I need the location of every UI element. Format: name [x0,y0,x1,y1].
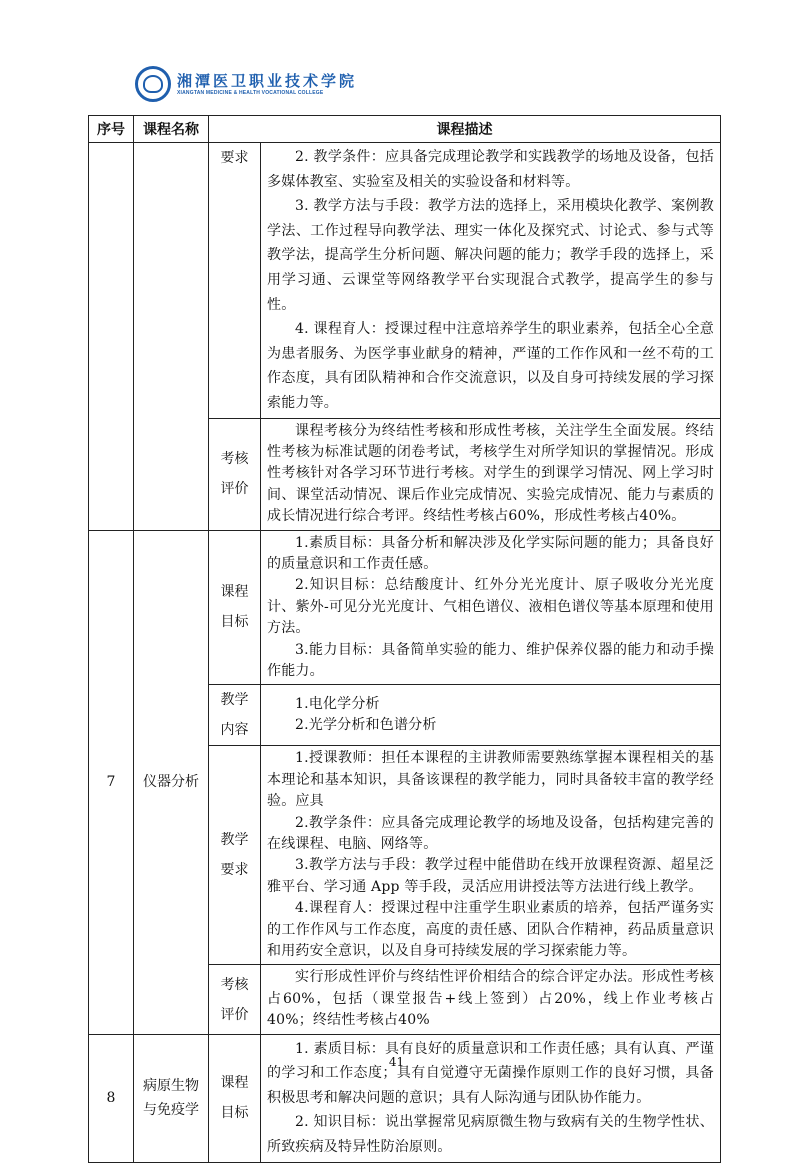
section-description [261,418,721,530]
course-name: 仪器分析 [134,530,209,1034]
course-number [89,143,134,531]
logo-chinese-name: 湘潭医卫职业技术学院 [177,71,358,90]
description-paragraph: 4. 课程育人：授课过程中注意培养学生的职业素养，包括全心全意为患者服务、为医学事业献身的精神，严谨的工作作风和一丝不苟的工作态度，具有团队精神和合作交流意识，以及自身可持续发展的学习探索能力等。 [267,321,714,411]
course-number: 8 [89,1034,134,1162]
description-paragraph: 3.教学方法与手段：教学过程中能借助在线开放课程资源、超星泛雅平台、学习通 App 等手段，灵活应用讲授法等方法进行线上教学。 [267,857,714,895]
description-paragraph: 3. 教学方法与手段：教学方法的选择上，采用模块化教学、案例教学法、工作过程导向教学法、理实一体化及探究式、讨论式、参与式等教学法，提高学生分析问题、解决问题的能力；教学手段的选择上，采用学习通、云课堂等网络教学平台实现混合式教学，提高学生的参与性。 [267,198,714,313]
section-label: 课程目标 [209,530,261,685]
description-paragraph: 课程考核分为终结性考核和形成性考核，关注学生全面发展。终结性考核为标准试题的闭卷考试，考核学生对所学知识的掌握情况。形成性考核针对各学习环节进行考核。对学生的到课学习情况、网上学习时间、课堂活动情况、课后作业完成情况、实验完成情况、能力与素质的成长情况进行综合考评。终结性考核占60%，形成性考核占40%。 [267,422,714,525]
course-table [88,115,721,1163]
section-description [261,965,721,1034]
table-row [89,1034,721,1162]
description-paragraph: 1.电化学分析 [295,696,380,712]
section-label: 要求 [209,143,261,419]
course-name [134,143,209,531]
section-description [261,530,721,685]
college-seal-icon [135,66,171,102]
description-paragraph: 1. 素质目标：具有良好的质量意识和工作责任感；具有认真、严谨的学习和工作态度；具有自觉遵守无菌操作原则工作的良好习惯，具备积极思考和解决问题的意识；具有人际沟通与团队协作能力。 [267,1040,714,1106]
section-label: 教学内容 [209,685,261,746]
description-paragraph: 3.能力目标：具备简单实验的能力、维护保养仪器的能力和动手操作能力。 [267,641,714,679]
logo-english-name: XIANGTAN MEDICINE & HEALTH VOCATIONAL COLLEGE [177,89,324,96]
section-label: 课程目标 [209,1034,261,1162]
course-name: 病原生物与免疫学 [134,1034,209,1162]
section-description [261,143,721,419]
section-label: 考核评价 [209,418,261,530]
description-paragraph: 2.光学分析和色谱分析 [295,717,437,734]
table-row [89,530,721,685]
section-label: 考核评价 [209,965,261,1034]
header-course-name: 课程名称 [134,116,209,143]
section-label: 教学要求 [209,746,261,965]
college-logo [135,66,357,102]
description-paragraph: 2. 知识目标：说出掌握常见病原微生物与致病有关的生物学性状、所致疾病及特异性防治原则。 [267,1114,714,1156]
course-number: 7 [89,530,134,1034]
section-description [261,685,721,746]
header-no: 序号 [89,116,134,143]
section-description [261,746,721,965]
description-paragraph: 2.教学条件：应具备完成理论教学的场地及设备，包括构建完善的在线课程、电脑、网络等。 [267,814,714,853]
description-paragraph: 4.课程育人：授课过程中注重学生职业素质的培养，包括严谨务实的工作作风与工作态度，高度的责任感、团队合作精神，药品质量意识和用药安全意识，以及自身可持续发展的学习探索能力等。 [267,900,714,960]
description-paragraph: 实行形成性评价与终结性评价相结合的综合评定办法。形成性考核占60%，包括（课堂报告+线上签到）占20%，线上作业考核占40%；终结性考核占40% [267,969,714,1029]
description-paragraph: 2. 教学条件：应具备完成理论教学和实践教学的场地及设备，包括多媒体教室、实验室及相关的实验设备和材料等。 [267,149,714,190]
header-course-description: 课程描述 [209,116,721,143]
section-description [261,1034,721,1162]
description-paragraph: 2.知识目标：总结酸度计、红外分光光度计、原子吸收分光光度计、紫外-可见分光光度计、气相色谱仪、液相色谱仪等基本原理和使用方法。 [267,577,714,637]
table-row [89,143,721,419]
description-paragraph: 1.授课教师：担任本课程的主讲教师需要熟练掌握本课程相关的基本理论和基本知识，具备该课程的教学能力，同时具备较丰富的教学经验。应具 [267,750,714,810]
description-paragraph: 1.素质目标：具备分析和解决涉及化学实际问题的能力；具备良好的质量意识和工作责任感。 [267,534,714,572]
table-header-row [89,116,721,143]
page-number: 41 [388,1055,405,1069]
